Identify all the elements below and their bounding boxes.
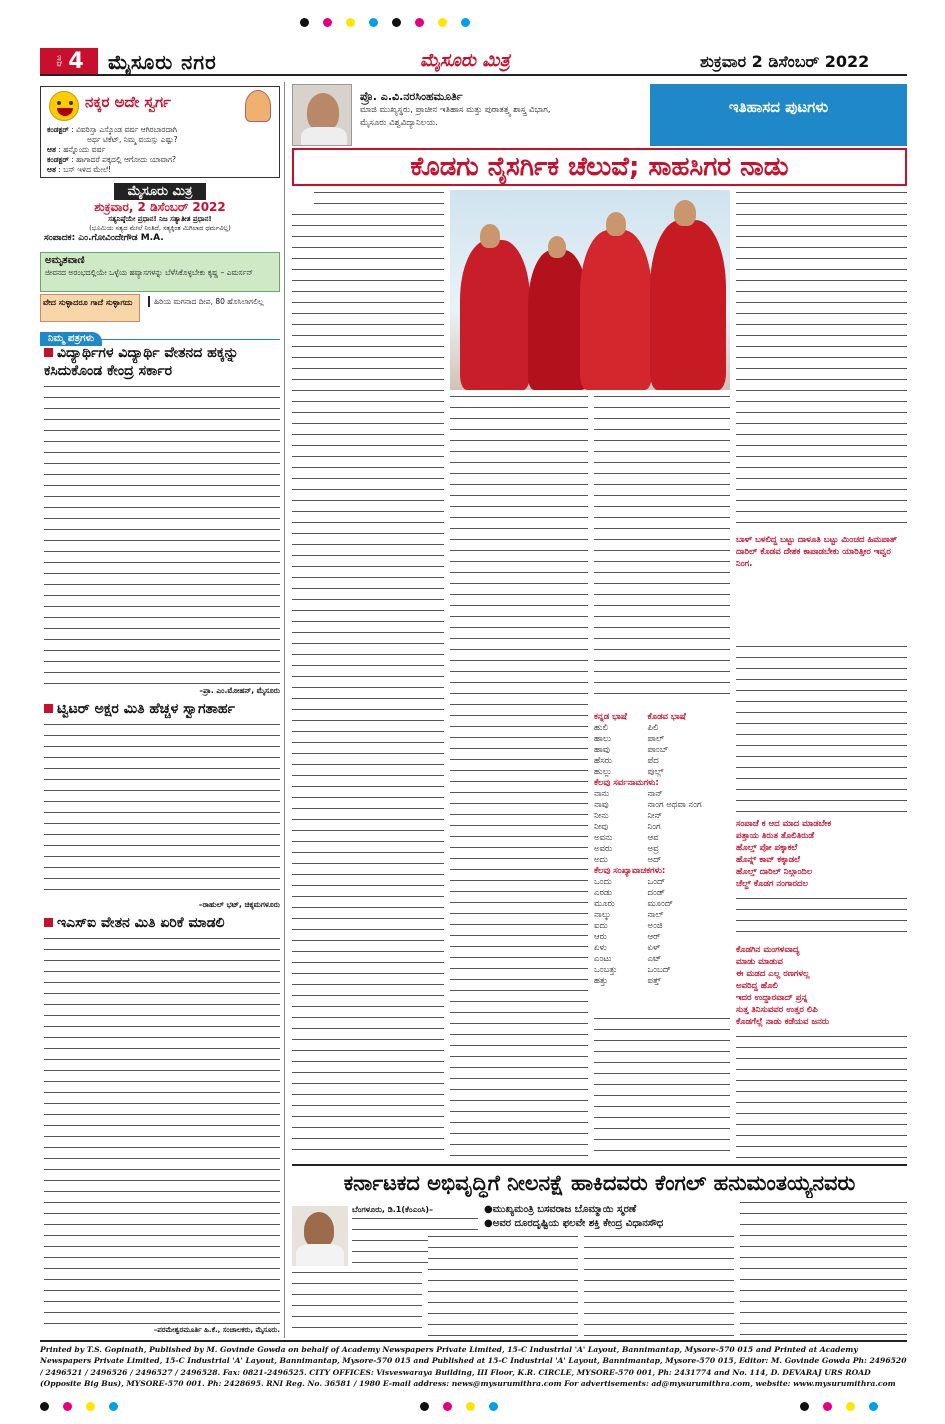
masthead-tagline-sub: (ಭೂಮಿಯ ಸತ್ಯದ ಮೇಲೆ ನಿಂತಿದೆ, ಸತ್ಯಕ್ಕಿಂತ ಮಿಗಿಲಾದ ಧರ್ಮವಿಲ್ಲ)	[89, 224, 231, 232]
article-column	[428, 1234, 578, 1336]
cartoon-man-icon	[245, 90, 271, 122]
drop-cap	[292, 190, 314, 212]
bottom-subhead: ●ಮುಖ್ಯಮಂತ್ರಿ ಬಸವರಾಜ ಬೊಮ್ಮಾಯಿ ಸ್ಮರಣೆ	[484, 1204, 637, 1215]
humour-line: ಆತ : ಹನ್ನೊಂದು ವರ್ಷ	[47, 145, 106, 154]
highlight-quote: ಬಾಳ್ ಬಳಲಿದ್ದ ಬಟ್ಟು ದಾಳೂತಿ ಬಟ್ಟು ಮಿಂಚದ ಹಿಮಪಾತ್ ದಾರಿಲ್ ಕೊಡವ ದೇಶಕ ಕಾಪಾಡಬೇಕು ಯಾರಿತ್ತೀರ ಇವ್ವರ ನಿಂಗ.	[736, 535, 898, 569]
article-column	[292, 190, 444, 1160]
table-row: ನೀನು ನೀನ್	[594, 811, 663, 821]
article-column	[594, 1016, 730, 1160]
article-column	[736, 1034, 907, 1160]
main-headline: ಕೊಡಗು ನೈಸರ್ಗಿಕ ಚೆಲುವೆ; ಸಾಹಸಿಗರ ನಾಡು	[292, 148, 907, 186]
table-row: ಹುಲಿ ಪಿಲಿ	[594, 723, 659, 733]
bottom-dateline: ಬೆಂಗಳೂರು, ಡಿ.1(ಕೆಂಎಂಸಿ)–	[352, 1205, 434, 1214]
verse-line: ಈ ಮಡದ ಎಲ್ಲ ರಣಗಳಲ್ಲ	[736, 969, 810, 979]
article-column	[594, 394, 730, 704]
letter-byline: –ಪ್ರಾ. ಎಂ.ಮೋಹನ್, ಮೈಸೂರು	[199, 686, 280, 695]
letter-body	[44, 722, 280, 898]
dancers-photo	[450, 190, 730, 390]
article-column	[736, 190, 907, 530]
editor-name: ಸಂಪಾದಕ: ಎಂ.ಗೋವಿಂದೇಗೌಡ M.A.	[44, 233, 164, 243]
humour-line: ಆತ : ಬಸ್ ಇಳಿದ ಮೇಲೆ!	[47, 165, 112, 174]
masthead-box-date: ಶುಕ್ರವಾರ, 2 ಡಿಸೆಂಬರ್ 2022	[94, 200, 226, 214]
column-banner	[650, 84, 907, 146]
verse-line: ಕೊಡಗಿನ ಮಂಗಳವಾದ್ಯ	[736, 945, 800, 955]
proverb-right: ಹಿರಿಯ ಮಗನಾದ ದೀಪ, 80 ಹೊಸಿಲಾಗಲಿಲ್ಲ	[148, 296, 280, 307]
registration-dots-bottom-mid	[420, 1402, 498, 1411]
page-label: ಪುಟ	[54, 55, 64, 67]
amrutha-text: ಜೀವನದ ಅರಂಭದಲ್ಲಿಯೇ ಒಳ್ಳೆಯ ಹವ್ಯಾಸಗಳನ್ನು ಬೆಳೆಸಿಕೊಳ್ಳಬೇಕು ಕೃಷ್ಣ – ಎಮರ್ಸನ್	[45, 268, 254, 277]
letter-title: ಇಎಸ್‌ಐ ವೇತನ ಮಿತಿ ಏರಿಕೆ ಮಾಡಲಿ	[44, 914, 280, 932]
letter-body	[44, 936, 280, 1326]
letter-byline: –ರಾಹುಲ್ ಭಟ್, ಚಿಕ್ಕಮಗಳೂರು	[198, 900, 280, 909]
verse-line: ಸುತ್ತ ತಿನಿಸುವವರ ಉತ್ತರ ಲಿಪಿ	[736, 1005, 818, 1015]
kannada-verse-block	[736, 944, 907, 1028]
table-row: ಹತ್ತು ಪತ್ತ್	[594, 976, 661, 986]
letters-tag: ನಿಮ್ಮ ಪತ್ರಗಳು	[40, 332, 102, 346]
author-desc: ಮಾಜಿ ಮುಖ್ಯಸ್ಥರು, ಪ್ರಾಚೀನ ಇತಿಹಾಸ ಮತ್ತು ಪುರಾತತ್ತ್ವ ಶಾಸ್ತ್ರ ವಿಭಾಗ,	[360, 105, 551, 115]
humour-dialogue	[47, 125, 275, 175]
poem-line: ಪತ್ತಾಯ ತಿರುತ ತೊಲಿತಿರುಡೆ	[736, 831, 815, 841]
table-row: ಒಂದು ಒಂದ್	[594, 877, 666, 887]
table-subheader: ಕೆಲವು ಸಂಖ್ಯಾವಾಚಕಗಳು:	[594, 866, 666, 876]
bullet-square-icon	[44, 704, 53, 713]
masthead-box	[40, 180, 280, 250]
registration-dots-bottom-left	[40, 1402, 118, 1411]
table-row: ಅವನು ಆವ	[594, 833, 659, 843]
table-row: ನಾಲ್ಕು ನಾಲ್	[594, 910, 664, 920]
laughing-face-icon	[49, 91, 79, 121]
poem-line: ಸಂಪಾಜೆ ಕ ಆದ ಮಾದ ಮಾಡಬೇಕ	[736, 819, 832, 829]
bottom-subhead: ●ಅವರ ದೂರದೃಷ್ಟಿಯ ಫಲವೇ ಶಕ್ತಿ ಕೇಂದ್ರ ವಿಧಾನಸೌಧ	[484, 1218, 664, 1229]
poem-block	[736, 818, 907, 890]
column-banner-title: ಇತಿಹಾಸದ ಪುಟಗಳು	[728, 98, 829, 116]
verse-line: ಅವರಿದ್ದ ಹೊಲಿ	[736, 981, 778, 991]
table-header: ಕೊಡವ ಭಾಷೆ	[647, 712, 686, 722]
table-row: ಒಂಬತ್ತು ಒಂಬದ್	[594, 965, 671, 975]
table-row: ಹಾವು ಪಾಂಬ್	[594, 745, 669, 755]
cm-photo	[292, 1206, 348, 1266]
table-row: ನಾವು ನಾಂಗ ಅಥವಾ ನಂಗ	[594, 800, 702, 810]
verse-line: ಕೊಡಗೆಲ್ಲೆ ನಾಡು ಕಡೆಯವ ಜನರು	[736, 1017, 830, 1027]
article-column	[740, 1200, 907, 1336]
page-number-badge	[40, 48, 98, 74]
author-name: ಪ್ರೊ. ಎ.ವಿ.ನರಸಿಂಹಮೂರ್ತಿ	[360, 90, 463, 103]
table-row: ಮೂರು ಮೂಂದ್	[594, 899, 674, 909]
bullet-square-icon	[44, 348, 53, 357]
humour-box	[40, 86, 280, 178]
section-title: ಮೈಸೂರು ನಗರ	[108, 50, 217, 74]
imprint-footer: Printed by T.S. Gopinath, Published by M. Govinde Gowda on behalf of Academy Newspapers Private Limited, 15-C Industrial 'A' Layout, Bannimantap, Mysore-570 015 and Printed at Academy Newspapers Private Limited, 15-C Industrial 'A' Layout, Bannimantap, Mysore-570 015 and Published at 15-C Industrial 'A' Layout, Bannimantap, Mysore-570 015, Editor: M. Govinde Gowda Ph: 2496520 / 2496521 / 2496526 / 2496527 / 2496528. Fax: 0821-2496525. CITY OFFICES: Visveswaraya Building, III Floor, K.R. CIRCLE, MYSORE-570 001, Ph: 2431774 and No. 114, D. DEVARAJ URS ROAD (Opposite Big Bus), MYSORE-570 001. Ph: 2428695. RNI Reg. No. 36581 / 1980 E-mail address: news@mysurumithra.com For advertisements: ad@mysurumithra.com, website: www.mysurumithra.com	[40, 1345, 907, 1389]
poem-line: ಹೊಲ್ತ್ ಪೋ ಪಕ್ಕಾಕಲೆ	[736, 843, 798, 853]
masthead-tagline: ಸತ್ಯನಿಷ್ಠೆಯೇ ಪ್ರಧಾನ! ನಿಜ ಸತ್ಯಾತೀತ ಪ್ರಧಾನ!	[108, 215, 212, 223]
table-subheader: ಕೆಲವು ಸರ್ವನಾಮಗಳು:	[594, 778, 659, 788]
letter-byline: –ಪರಮೇಶ್ವರಮೂರ್ತಿ ಹಿ.ಕೆ., ಸಂಚಾಲಕರು, ಮೈಸೂರು.	[153, 1326, 280, 1334]
table-row: ಹೆಸರು ಪೆದ	[594, 756, 659, 766]
page-date: ಶುಕ್ರವಾರ 2 ಡಿಸೆಂಬರ್ 2022	[700, 52, 870, 71]
humour-line: ಕಂಡಕ್ಟರ್ : ಹಾಗಾದರೆ ಪಕ್ಕದಲ್ಲಿ ಆಗೋದು ಯಾವಾಗ?	[47, 155, 176, 164]
table-header: ಕನ್ನಡ ಭಾಷೆ	[594, 712, 627, 722]
letters-tag-rule	[40, 326, 280, 344]
poem-line: ಚೆಲ್ದ್ ಕೊಡಗ ನಂಗಾರದಲ	[736, 879, 809, 889]
page-number: 4	[68, 48, 84, 74]
poem-line: ಹೊನ್ನ್ ಕಾವ್ ಕಕ್ಕಾಡಲೆ	[736, 855, 800, 865]
article-column	[584, 1234, 734, 1336]
language-table	[594, 712, 730, 1012]
letter-title: ಟ್ವಿಟರ್ ಅಕ್ಷರ ಮಿತಿ ಹೆಚ್ಚಳ ಸ್ವಾಗತಾರ್ಹ	[44, 700, 280, 718]
table-row: ಹಾಲು ಪಾಲ್	[594, 734, 665, 744]
proverb-box	[40, 294, 280, 322]
proverb-left: ವೇದ ಸುಳ್ಳಾದರೂ ಗಾದೆ ಸುಳ್ಳಾಗದು	[40, 294, 140, 322]
verse-line: ಇದರ ಉದ್ದಾರವಾದ್ ಪ್ರನ್ನ	[736, 993, 808, 1003]
story-divider	[292, 1164, 907, 1166]
table-row: ಎಂಟು ಎಟ್	[594, 954, 662, 964]
amrutha-vani-box	[40, 252, 280, 292]
table-row: ಏಳು ಏಳ್	[594, 943, 661, 953]
masthead-logo: ಮೈಸೂರು ಮಿತ್ರ	[420, 50, 510, 71]
table-row: ನೀವು ನಿಂಗ	[594, 822, 661, 832]
humour-line: ಕಂಡಕ್ಟರ್ : ವಿವರಿಸ್ತಾ ಎಸ್ಕೊಂಡ ವರ್ಷ ಆಗಿರಬಾರದಾಗಿ	[47, 125, 177, 134]
author-info	[360, 90, 650, 130]
column-divider	[284, 82, 285, 1338]
masthead-box-name: ಮೈಸೂರು ಮಿತ್ರ	[114, 183, 207, 200]
registration-dots-top	[300, 18, 470, 27]
humour-title: ನಕ್ಕರ ಅದೇ ಸ್ವರ್ಗ	[85, 93, 171, 111]
verse-line: ಮಾಡು ಮಾಡುವ	[736, 957, 783, 967]
article-column	[736, 644, 907, 814]
table-row: ನಾನು ನಾನ್	[594, 789, 663, 799]
table-row: ಎರಡು ದಂಡ್	[594, 888, 665, 898]
author-desc: ಮೈಸೂರು ವಿಶ್ವವಿದ್ಯಾನಿಲಯ.	[360, 118, 438, 128]
footer-rule	[40, 1340, 907, 1342]
article-column	[450, 394, 588, 1160]
letter-title: ವಿದ್ಯಾರ್ಥಿಗಳ ವಿದ್ಯಾರ್ಥಿ ವೇತನದ ಹಕ್ಕನ್ನು ಕಸಿದುಕೊಂಡ ಕೇಂದ್ರ ಸರ್ಕಾರ	[44, 345, 239, 379]
registration-dots-bottom-right	[800, 1402, 878, 1411]
article-column	[736, 896, 907, 940]
table-row: ಅವರು ಅವ್ರ	[594, 844, 659, 854]
table-row: ಅದು ಅದ್	[594, 855, 662, 865]
bottom-headline: ಕರ್ನಾಟಕದ ಅಭಿವೃದ್ಧಿಗೆ ನೀಲನಕ್ಷೆ ಹಾಕಿದವರು ಕೆಂಗಲ್ ಹನುಮಂತಯ್ಯನವರು	[343, 1171, 856, 1195]
author-photo	[292, 84, 352, 146]
table-row: ಹುಲ್ಲು ಪುಲ್ಲ್	[594, 767, 664, 777]
letter-body	[44, 384, 280, 684]
poem-line: ಹೊಲ್ತ್ ದಾರಿಲ್ ನಿಲ್ಗಾಂದಿಲ	[736, 867, 813, 877]
bullet-square-icon	[44, 918, 53, 927]
humour-line: ಅರ್ಧ ಟಿಕೆಟ್, ನಿಮ್ಮ ವಯಸ್ಸು ಎಷ್ಟು?	[87, 135, 178, 144]
article-column	[292, 1270, 422, 1336]
amrutha-title: ಅಮೃತವಾಣಿ	[45, 255, 85, 266]
table-row: ಆರು ಆರ್	[594, 932, 661, 942]
table-row: ಐದು ಅಂಜಿ	[594, 921, 663, 931]
